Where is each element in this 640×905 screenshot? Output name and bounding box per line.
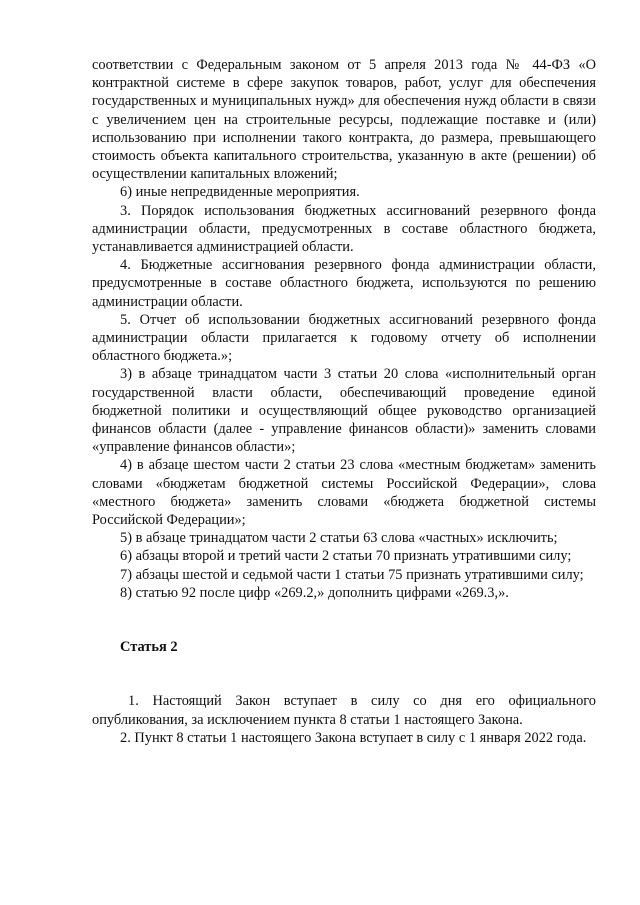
paragraph-item-6-unforeseen: 6) иные непредвиденные мероприятия. bbox=[120, 184, 360, 201]
paragraph-item-7-article-75: 7) абзацы шестой и седьмой части 1 статьи 75 признать утратившими силу; bbox=[120, 566, 584, 583]
paragraph-article-2-point-2: 2. Пункт 8 статьи 1 настоящего Закона вступает в силу с 1 января 2022 года. bbox=[120, 729, 587, 746]
document-page bbox=[92, 56, 596, 747]
paragraph-point-3: 3. Порядок использования бюджетных ассигнований резервного фонда администрации области, предусмотренных в составе областного бюджета, устанавливается администрацией области. bbox=[92, 202, 596, 256]
paragraph-item-3-article-20: 3) в абзаце тринадцатом части 3 статьи 20 слова «исполнительный орган государственной власти области, обеспечивающий проведение единой бюджетной политики и осуществляющий общее руководство организацией финансов области (далее - управление финансов области)» заменить словами «управление финансов области»; bbox=[92, 366, 596, 456]
paragraph-item-4-article-23: 4) в абзаце шестом части 2 статьи 23 слова «местным бюджетам» заменить словами «бюджетам бюджетной системы Российской Федерации», слова «местного бюджета» заменить словами «бюджета бюджетной системы Российской Федерации»; bbox=[92, 457, 596, 529]
paragraph-item-6-article-70: 6) абзацы второй и третий части 2 статьи 70 признать утратившими силу; bbox=[120, 548, 572, 565]
paragraph-item-8-article-92: 8) статью 92 после цифр «269.2,» дополнить цифрами «269.3,». bbox=[120, 584, 509, 601]
paragraph-article-2-point-1: 1. Настоящий Закон вступает в силу со дня его официального опубликования, за исключением пункта 8 статьи 1 настоящего Закона. bbox=[92, 693, 596, 728]
paragraph-point-5: 5. Отчет об использовании бюджетных ассигнований резервного фонда администрации области прилагается к годовому отчету об исполнении областного бюджета.»; bbox=[92, 311, 596, 365]
paragraph-contract-clause: соответствии с Федеральным законом от 5 апреля 2013 года № 44-ФЗ «О контрактной системе в сфере закупок товаров, работ, услуг для обеспечения государственных и муниципальных нужд» для обеспечения нужд области в связи с увеличением цен на строительные ресурсы, подлежащие поставке и (или) использованию при исполнении такого контракта, до размера, превышающего стоимость объекта капитального строительства, указанную в акте (решении) об осуществлении капитальных вложений; bbox=[92, 57, 596, 183]
paragraph-point-4: 4. Бюджетные ассигнования резервного фонда администрации области, предусмотренные в составе областного бюджета, используются по решению администрации области. bbox=[92, 257, 596, 310]
article-2-heading: Статья 2 bbox=[120, 639, 178, 656]
paragraph-item-5-article-63: 5) в абзаце тринадцатом части 2 статьи 63 слова «частных» исключить; bbox=[120, 530, 558, 547]
